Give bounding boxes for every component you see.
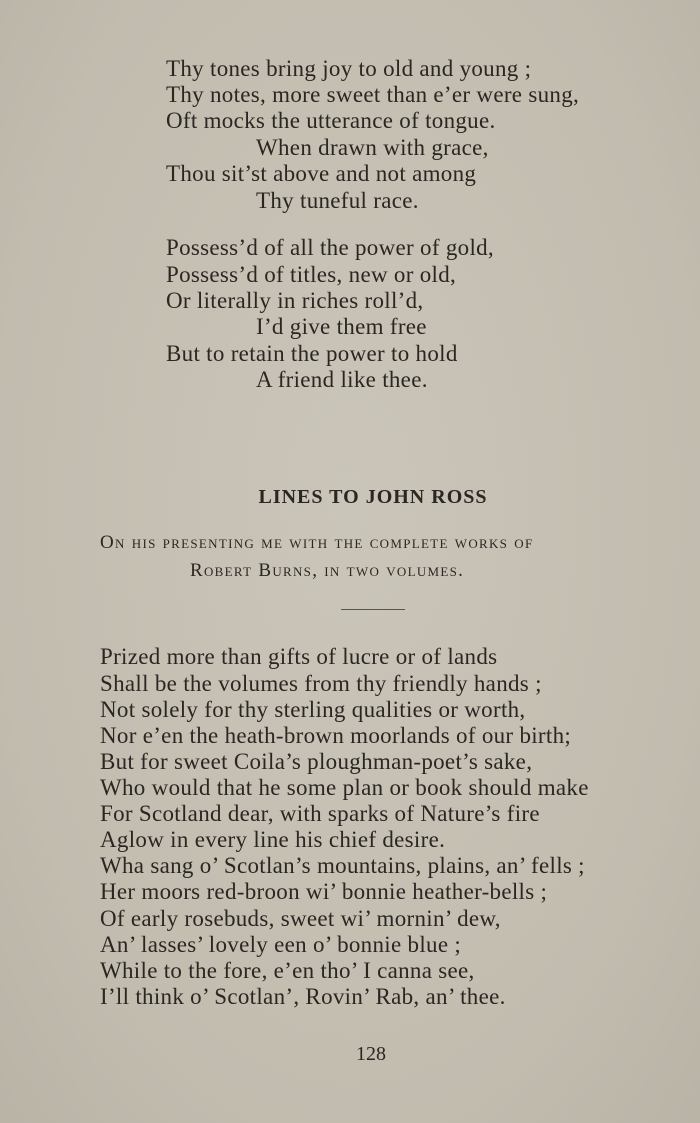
poem-line: While to the fore, e’en tho’ I canna see, bbox=[100, 958, 475, 983]
poem-line: Or literally in riches roll’d, bbox=[166, 288, 424, 313]
poem-line: An’ lasses’ lovely een o’ bonnie blue ; bbox=[100, 932, 462, 957]
poem-line: Thy notes, more sweet than e’er were sung, bbox=[166, 82, 580, 107]
poem-line: Thy tones bring joy to old and young ; bbox=[166, 56, 532, 81]
poem-line: Shall be the volumes from thy friendly hands ; bbox=[100, 671, 542, 696]
poem-line: I’ll think o’ Scotlan’, Rovin’ Rab, an’ thee. bbox=[100, 984, 506, 1009]
poem-line: Thou sit’st above and not among bbox=[166, 161, 477, 186]
poem-line: For Scotland dear, with sparks of Nature’s fire bbox=[100, 801, 540, 826]
poem-title: LINES TO JOHN ROSS bbox=[258, 486, 488, 508]
poem-line: Thy tuneful race. bbox=[256, 188, 419, 213]
poem-line: But to retain the power to hold bbox=[166, 341, 458, 366]
poem-line: Aglow in every line his chief desire. bbox=[100, 827, 446, 852]
poem-line: Possess’d of titles, new or old, bbox=[166, 262, 457, 287]
poem-line: Prized more than gifts of lucre or of lands bbox=[100, 644, 498, 669]
poem-line: Possess’d of all the power of gold, bbox=[166, 235, 494, 260]
poem-subtitle-line-2: Robert Burns, in two volumes. bbox=[190, 560, 465, 581]
poem-line: Nor e’en the heath-brown moorlands of our birth; bbox=[100, 723, 572, 748]
poem-line: But for sweet Coila’s ploughman-poet’s sake, bbox=[100, 749, 533, 774]
page-number: 128 bbox=[356, 1043, 386, 1065]
poem-line: Oft mocks the utterance of tongue. bbox=[166, 108, 496, 133]
poem-line: A friend like thee. bbox=[256, 367, 428, 392]
poem-line: When drawn with grace, bbox=[256, 135, 489, 160]
section-divider bbox=[341, 609, 405, 610]
poem-line: Who would that he some plan or book should make bbox=[100, 775, 589, 800]
poem-line: I’d give them free bbox=[256, 314, 427, 339]
poem-line: Of early rosebuds, sweet wi’ mornin’ dew, bbox=[100, 906, 501, 931]
poem-line: Her moors red-broon wi’ bonnie heather-bells ; bbox=[100, 879, 548, 904]
poem-line: Wha sang o’ Scotlan’s mountains, plains, an’ fells ; bbox=[100, 853, 585, 878]
poem-line: Not solely for thy sterling qualities or worth, bbox=[100, 697, 526, 722]
poem-subtitle-line-1: On his presenting me with the complete works of bbox=[100, 532, 534, 553]
